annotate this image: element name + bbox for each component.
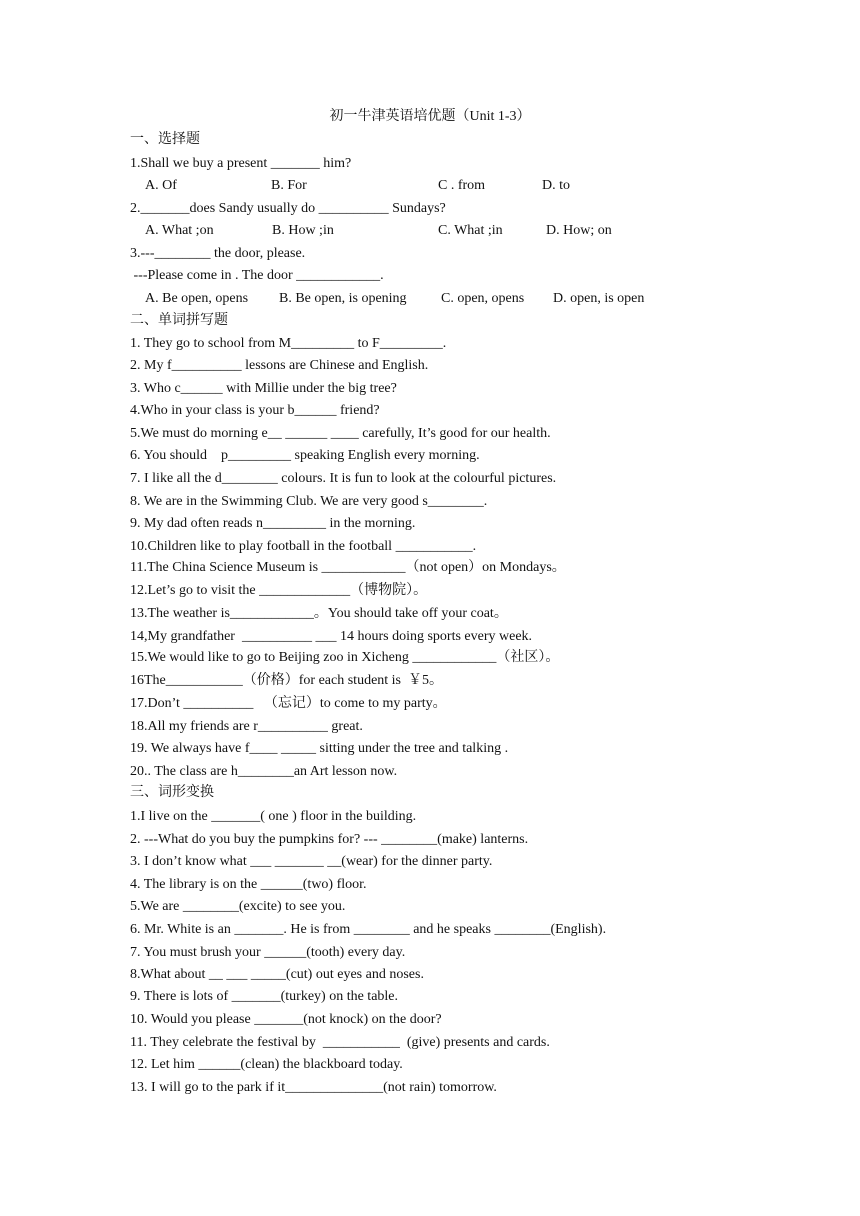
spelling-item: 7. I like all the d________ colours. It is fun to look at the colourful pictures. — [130, 471, 557, 486]
option-c: C. open, opens — [441, 291, 525, 306]
question-options — [0, 222, 860, 240]
spelling-item: 11.The China Science Museum is ____________（not open）on Mondays。 — [130, 560, 566, 575]
question-stem: 3.---________ the door, please. — [130, 246, 306, 261]
spelling-item: 6. You should p_________ speaking English every morning. — [130, 448, 480, 463]
spelling-item: 16The___________（价格）for each student is ￥5。 — [130, 673, 444, 688]
option-c: C . from — [438, 178, 486, 193]
option-b: B. Be open, is opening — [279, 291, 407, 306]
spelling-item: 15.We would like to go to Beijing zoo in Xicheng ____________（社区）。 — [130, 650, 560, 665]
option-a: A. Be open, opens — [145, 291, 249, 306]
spelling-item: 13.The weather is____________。You should take off your coat。 — [130, 606, 508, 621]
question-options — [0, 177, 860, 195]
option-b: B. How ;in — [272, 223, 334, 238]
question-stem: 2._______does Sandy usually do __________ Sundays? — [130, 201, 446, 216]
spelling-item: 5.We must do morning e__ ______ ____ carefully, It’s good for our health. — [130, 426, 551, 441]
spelling-item: 10.Children like to play football in the football ___________. — [130, 539, 477, 554]
question-options — [0, 290, 860, 308]
option-a: A. Of — [145, 178, 177, 193]
spelling-item: 2. My f__________ lessons are Chinese and English. — [130, 358, 429, 373]
spelling-item: 4.Who in your class is your b______ friend? — [130, 403, 380, 418]
option-c: C. What ;in — [438, 223, 503, 238]
spelling-item: 14,My grandfather __________ ___ 14 hours doing sports every week. — [130, 629, 533, 644]
spelling-item: 20.. The class are h________an Art lesson now. — [130, 764, 398, 779]
word-form-item: 8.What about __ ___ _____(cut) out eyes and noses. — [130, 967, 424, 982]
word-form-item: 10. Would you please _______(not knock) on the door? — [130, 1012, 442, 1027]
spelling-item: 3. Who c______ with Millie under the big tree? — [130, 381, 397, 396]
spelling-item: 8. We are in the Swimming Club. We are very good s________. — [130, 494, 488, 509]
word-form-item: 5.We are ________(excite) to see you. — [130, 899, 346, 914]
word-form-item: 7. You must brush your ______(tooth) every day. — [130, 945, 406, 960]
word-form-item: 13. I will go to the park if it______________(not rain) tomorrow. — [130, 1080, 497, 1095]
word-form-item: 6. Mr. White is an _______. He is from ________ and he speaks ________(English). — [130, 922, 607, 937]
word-form-item: 11. They celebrate the festival by ___________ (give) presents and cards. — [130, 1035, 550, 1050]
spelling-item: 19. We always have f____ _____ sitting under the tree and talking . — [130, 741, 509, 756]
option-d: D. How; on — [546, 223, 612, 238]
spelling-item: 18.All my friends are r__________ great. — [130, 719, 363, 734]
word-form-item: 4. The library is on the ______(two) floor. — [130, 877, 367, 892]
section-heading-word-forms: 三、词形变换 — [130, 785, 214, 800]
spelling-item: 1. They go to school from M_________ to F_________. — [130, 336, 447, 351]
question-stem: 1.Shall we buy a present _______ him? — [130, 156, 352, 171]
question-stem-response: ---Please come in . The door ____________. — [130, 268, 384, 283]
spelling-item: 17.Don’t __________ （忘记）to come to my party。 — [130, 696, 447, 711]
spelling-item: 12.Let’s go to visit the _____________（博物院）。 — [130, 583, 428, 598]
option-b: B. For — [271, 178, 307, 193]
word-form-item: 1.I live on the _______( one ) floor in the building. — [130, 809, 417, 824]
word-form-item: 9. There is lots of _______(turkey) on the table. — [130, 989, 399, 1004]
word-form-item: 3. I don’t know what ___ _______ __(wear) for the dinner party. — [130, 854, 493, 869]
word-form-item: 2. ---What do you buy the pumpkins for? --- ________(make) lanterns. — [130, 832, 529, 847]
word-form-item: 12. Let him ______(clean) the blackboard today. — [130, 1057, 403, 1072]
section-heading-spelling: 二、单词拼写题 — [130, 313, 228, 328]
option-d: D. open, is open — [553, 291, 645, 306]
worksheet-title: 初一牛津英语培优题（Unit 1-3） — [329, 109, 531, 124]
option-d: D. to — [542, 178, 570, 193]
section-heading-choice: 一、选择题 — [130, 132, 200, 147]
option-a: A. What ;on — [145, 223, 214, 238]
spelling-item: 9. My dad often reads n_________ in the morning. — [130, 516, 416, 531]
